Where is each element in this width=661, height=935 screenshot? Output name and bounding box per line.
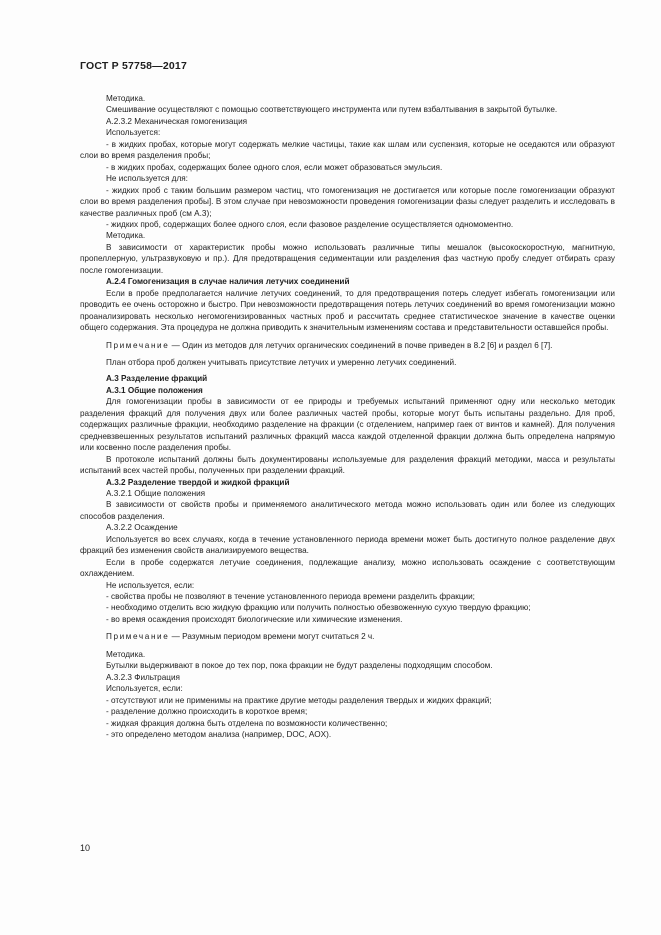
- list-item: - жидких проб с таким большим размером частиц, что гомогенизация не достигается или которые после гомогенизации образуют слои во время разделения пробы]. В этом случае при невозможности проведения гомогенизации фазы следует разделить и исследовать в качестве различных проб (см А.3);: [80, 185, 615, 218]
- paragraph: Методика.: [106, 231, 146, 241]
- paragraph: Методика.: [106, 649, 146, 659]
- section-heading: А.3 Разделение фракций: [106, 374, 208, 384]
- section-heading: А.3.1 Общие положения: [106, 385, 203, 395]
- document-body: [80, 93, 615, 740]
- paragraph: Методика.: [106, 94, 146, 103]
- list-item: - во время осаждения происходят биологические или химические изменения.: [106, 614, 403, 624]
- document-header: ГОСТ Р 57758—2017: [80, 60, 188, 72]
- paragraph: Используется во всех случаях, когда в течение установленного периода времени может быть достигнуто полное разделение двух фракций без изменения свойств анализируемого вещества.: [80, 534, 615, 556]
- note-label: Примечание: [106, 632, 170, 642]
- note-text: — Один из методов для летучих органических соединений в почве приведен в 8.2 [6] и раздел 6 [7].: [169, 340, 553, 350]
- paragraph: В зависимости от характеристик пробы можно использовать различные типы мешалок (высокоскоростную, магнитную, пропеллерную, ультразвуковую и пр.). Для предотвращения седиментации или разделения фаз частную пробу следует отбирать сразу после гомогенизации.: [80, 242, 615, 275]
- paragraph: Если в пробе содержатся летучие соединения, подлежащие анализу, можно использовать осаждение с соответствующим охлаждением.: [80, 557, 615, 579]
- paragraph: Используется, если:: [106, 684, 183, 694]
- paragraph: В зависимости от свойств пробы и применяемого аналитического метода можно использовать один или более из следующих способов разделения.: [80, 500, 615, 521]
- list-item: - отсутствуют или не применимы на практике другие методы разделения твердых и жидких фракций;: [106, 695, 492, 705]
- note-label: Примечание: [106, 340, 170, 350]
- paragraph: Если в пробе предполагается наличие летучих соединений, то для предотвращения потерь следует избегать гомогенизации или проводить ее очень осторожно и быстро. При невозможности предотвращения потерь летучих соединений во время гомогенизации можно проанализировать несколько негомогенизированных частных проб и рассчитать среднее статистическое значение в качестве оценки общего содержания. Эта процедура не должна приводить к значительным изменениям состава и представительности оставшейся пробы.: [80, 288, 615, 333]
- paragraph: Бутылки выдерживают в покое до тех пор, пока фракции не будут разделены подходящим способом.: [106, 661, 493, 671]
- paragraph: План отбора проб должен учитывать присутствие летучих и умеренно летучих соединений.: [106, 357, 457, 367]
- subsection-heading: А.2.3.2 Механическая гомогенизация: [106, 116, 248, 126]
- list-item: - в жидких пробах, содержащих более одного слоя, если может образоваться эмульсия.: [106, 162, 443, 172]
- list-item: - свойства пробы не позволяют в течение установленного периода времени разделить фракции;: [106, 592, 475, 602]
- list-item: - жидких проб, содержащих более одного слоя, если фазовое разделение осуществляется одномоментно.: [106, 219, 514, 229]
- list-item: - разделение должно происходить в короткое время;: [106, 707, 308, 717]
- paragraph: Не используется для:: [106, 174, 188, 184]
- list-item: - это определено методом анализа (например, DOC, AOX).: [106, 730, 332, 740]
- paragraph: В протоколе испытаний должны быть документированы используемые для разделения фракций методики, масса и результаты испытаний всех частей пробы, полученных при разделении фракций.: [80, 454, 615, 476]
- section-heading: А.3.2 Разделение твердой и жидкой фракций: [106, 477, 290, 487]
- paragraph: Для гомогенизации пробы в зависимости от ее природы и требуемых испытаний применяют одну или несколько методик разделения фракций для получения двух или более различных частей пробы, которые могут быть испытаны раздельно. Для проб, содержащих различные фракции, необходимо разделение на фракции (с отделением, например гаек от винтов и камней). Для получения средневзвешенных результатов испытаний различных фракций масса каждой отделенной фракции должна быть определена напрямую или косвенно после разделения пробы.: [80, 397, 615, 453]
- list-item: - в жидких пробах, которые могут содержать мелкие частицы, такие как шлам или суспензия, которые не оседаются или образуют слои во время разделения пробы;: [80, 139, 615, 161]
- note: [80, 340, 615, 351]
- paragraph: Смешивание осуществляют с помощью соответствующего инструмента или путем взбалтывания в закрытой бутылке.: [106, 105, 558, 115]
- section-heading: А.2.4 Гомогенизация в случае наличия летучих соединений: [106, 277, 350, 287]
- subsection-heading: А.3.2.1 Общие положения: [106, 488, 206, 498]
- list-item: - жидкая фракция должна быть отделена по возможности количественно;: [106, 718, 388, 728]
- paragraph: Не используется, если:: [106, 580, 195, 590]
- paragraph: Используется:: [106, 128, 161, 138]
- page-number: 10: [80, 843, 91, 853]
- subsection-heading: А.3.2.3 Фильтрация: [106, 672, 180, 682]
- note-text: — Разумным периодом времени могут считаться 2 ч.: [169, 632, 375, 642]
- list-item: - необходимо отделить всю жидкую фракцию или получить полностью обезвоженную сухую твердую фракцию;: [106, 603, 531, 613]
- subsection-heading: А.3.2.2 Осаждение: [106, 523, 178, 533]
- note: [80, 631, 615, 642]
